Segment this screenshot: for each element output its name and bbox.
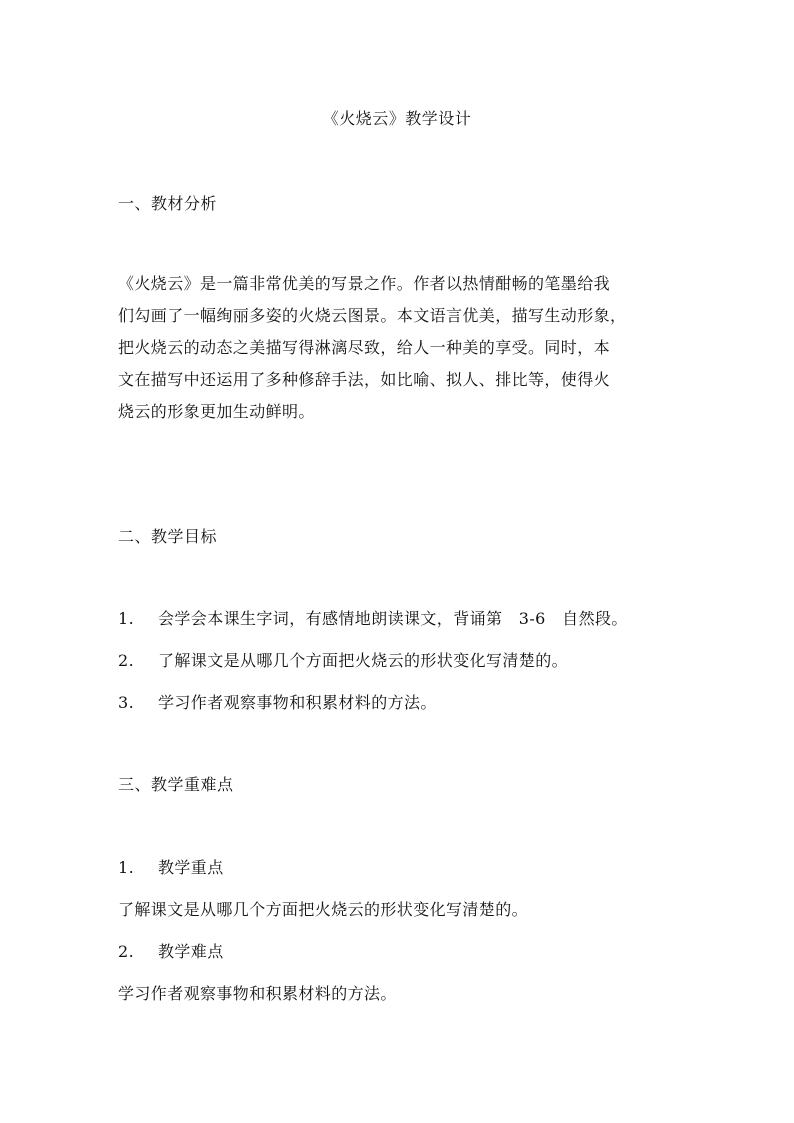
item-text: 了解课文是从哪几个方面把火烧云的形状变化写清楚的。 [158, 651, 569, 670]
key-point-text: 了解课文是从哪几个方面把火烧云的形状变化写清楚的。 [118, 900, 529, 919]
section-heading-key-points: 三、教学重难点 [118, 775, 234, 794]
objective-item [118, 648, 568, 671]
item-number: 1. [118, 609, 135, 628]
item-label: 教学难点 [158, 942, 224, 961]
section-heading-analysis: 一、教材分析 [118, 194, 218, 213]
item-number: 1. [118, 858, 135, 877]
paragraph-line: 们勾画了一幅绚丽多姿的火烧云图景。本文语言优美，描写生动形象， [118, 306, 627, 325]
item-text: 学习作者观察事物和积累材料的方法。 [158, 693, 437, 712]
analysis-paragraph [118, 268, 678, 428]
item-text: 会学会本课生字词，有感情地朗读课文，背诵第 3-6 自然段。 [158, 609, 628, 628]
paragraph-line: 文在描写中还运用了多种修辞手法，如比喻、拟人、排比等，使得火 [118, 370, 611, 389]
objective-item [118, 690, 437, 713]
paragraph-line: 烧云的形象更加生动鲜明。 [118, 402, 315, 421]
objective-item [118, 606, 628, 629]
difficult-point-label [118, 939, 224, 962]
document-title: 《火烧云》教学设计 [322, 109, 472, 128]
key-point-label [118, 855, 224, 878]
section-heading-objectives: 二、教学目标 [118, 527, 218, 546]
item-number: 3. [118, 693, 135, 712]
item-number: 2. [118, 942, 135, 961]
paragraph-line: 把火烧云的动态之美描写得淋漓尽致，给人一种美的享受。同时，本 [118, 338, 611, 357]
item-label: 教学重点 [158, 858, 224, 877]
paragraph-line: 《火烧云》是一篇非常优美的写景之作。作者以热情酣畅的笔墨给我 [118, 274, 611, 293]
difficult-point-text: 学习作者观察事物和积累材料的方法。 [118, 984, 397, 1003]
item-number: 2. [118, 651, 135, 670]
